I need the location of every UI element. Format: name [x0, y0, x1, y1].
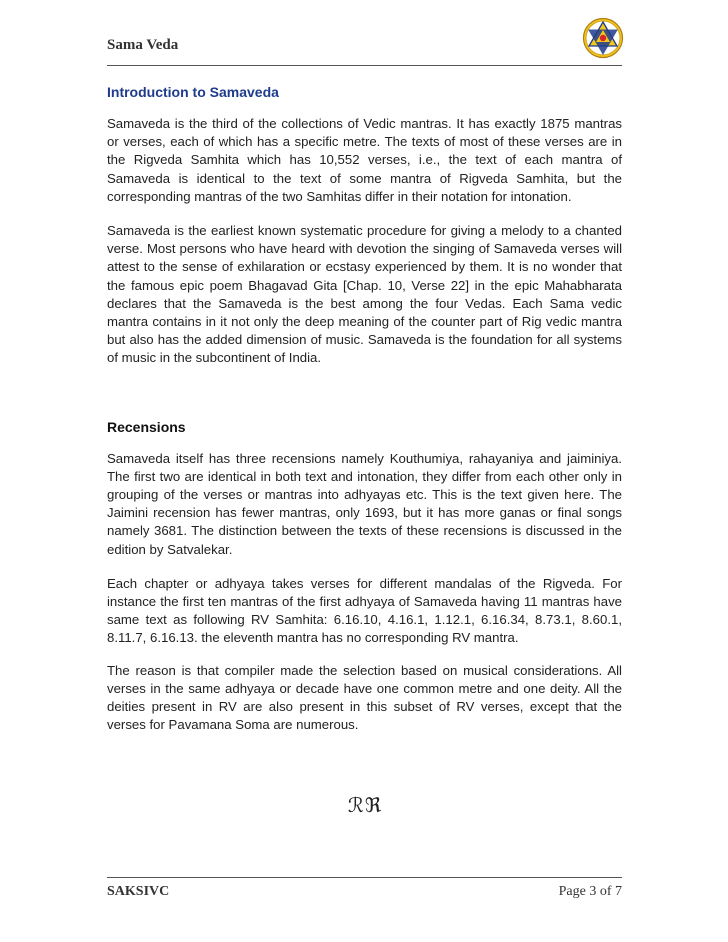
- header-divider: [107, 65, 622, 66]
- section-end-ornament: ℛℜ: [347, 793, 383, 817]
- intro-heading: Introduction to Samaveda: [107, 84, 279, 100]
- recensions-heading: Recensions: [107, 418, 186, 435]
- intro-paragraph-2: Samaveda is the earliest known systematic procedure for giving a melody to a chanted verse. Most persons who have heard with devotion the singing of Samaveda verses will attest to the sense of exhilaration or ecstasy experienced by them. It is no wonder that the famous epic poem Bhagavad Gita [Chap. 10, Verse 22] in the epic Mahabharata declares that the Samaveda is the best among the four Vedas. Each Sama vedic mantra contains in it not only the deep meaning of the counter part of Rig vedic mantra but also has the added dimension of music. Samaveda is the foundation for all systems of music in the subcontinent of India.: [107, 223, 622, 366]
- header-title: Sama Veda: [107, 37, 179, 53]
- document-body: [107, 84, 622, 734]
- footer-organization: SAKSIVC: [107, 884, 170, 899]
- star-of-david-emblem-icon: [582, 17, 624, 59]
- footer-divider: [107, 877, 622, 878]
- intro-paragraph-1: Samaveda is the third of the collections of Vedic mantras. It has exactly 1875 mantras or verses, each of which has a specific metre. The texts of most of these verses are in the Rigveda Samhita which has 10,552 verses, i.e., the text of each mantra of Samaveda is identical to the text of some mantra of Rigveda Samhita, but the corresponding mantras of the two Samhitas differ in their notation for intonation.: [107, 116, 622, 204]
- page-number: Page 3 of 7: [558, 884, 622, 899]
- recensions-paragraph-1: Samaveda itself has three recensions namely Kouthumiya, rahayaniya and jaiminiya. The first two are identical in both text and intonation, they differ from each other only in grouping of the verses or mantras into adhyayas etc. This is the text given here. The Jaimini recension has fewer mantras, only 1693, but it has more ganas or final songs namely 3681. The distinction between the texts of these recensions is discussed in the edition by Satvalekar.: [107, 450, 622, 557]
- recensions-paragraph-2: Each chapter or adhyaya takes verses for different mandalas of the Rigveda. For instance the first ten mantras of the first adhyaya of Samaveda having 11 mantras have same text as following RV Samhita: 6.16.10, 4.16.1, 1.12.1, 6.16.34, 8.73.1, 8.60.1, 8.11.7, 6.16.13. the eleventh mantra has no corresponding RV mantra.: [107, 575, 622, 646]
- recensions-paragraph-3: The reason is that compiler made the selection based on musical considerations. All verses in the same adhyaya or decade have one common metre and one deity. All the deities present in RV are also present in this subset of RV verses, except that the verses for Pavamana Soma are numerous.: [107, 662, 622, 733]
